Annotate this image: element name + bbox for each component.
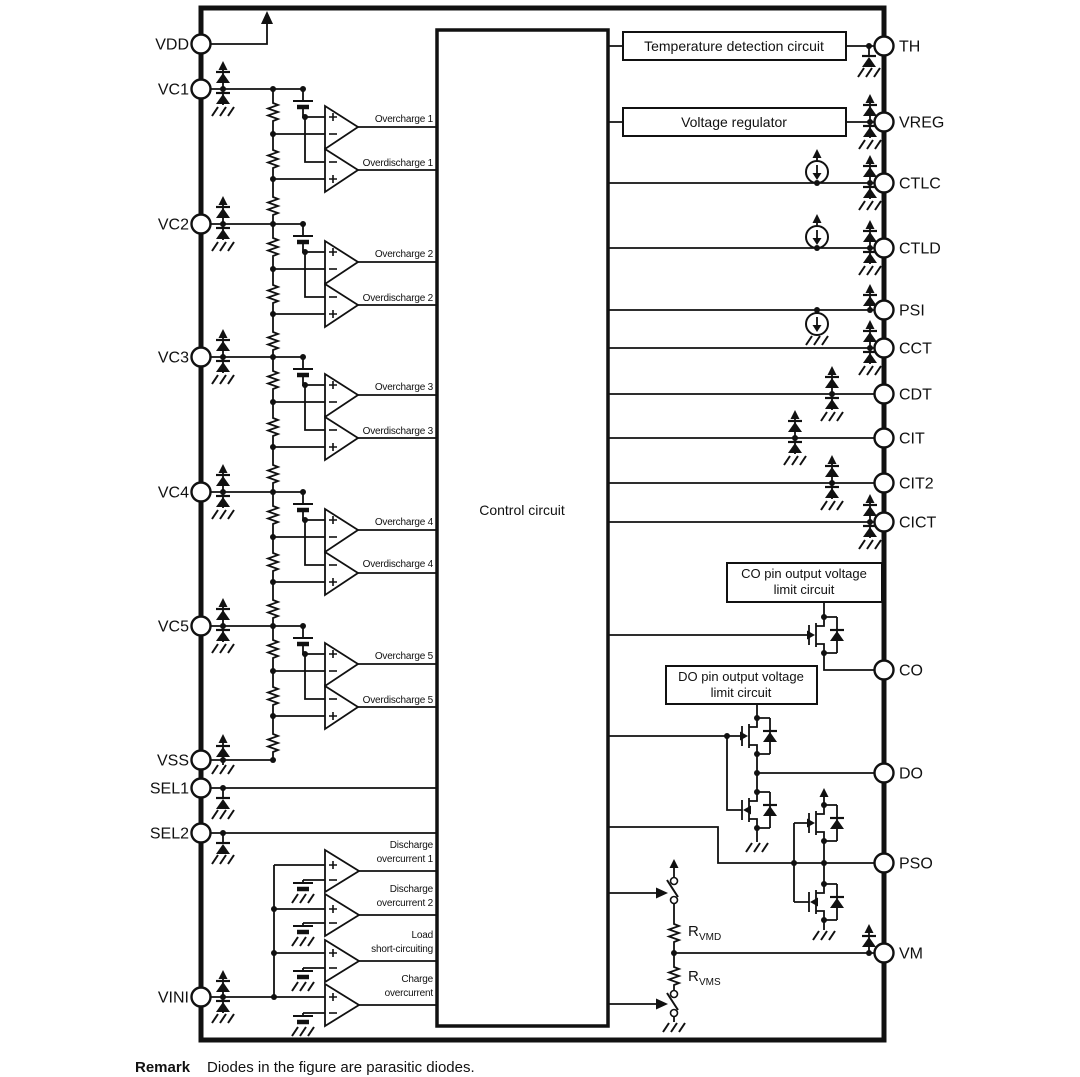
overcharge-3-label: Overcharge 3: [374, 382, 433, 393]
pin-vm: [875, 944, 924, 963]
pin-vm-label: VM: [899, 945, 923, 963]
pin-pso-label: PSO: [899, 855, 933, 873]
overdischarge-2-label: Overdischarge 2: [362, 293, 433, 304]
pin-vc4-label: VC4: [157, 484, 189, 502]
comparators: [325, 106, 434, 1026]
rvmd-label-sub: VMD: [699, 932, 722, 943]
pin-vc5: [158, 617, 211, 636]
rvmd-label: R: [688, 923, 699, 940]
do-output-wires: [608, 703, 884, 842]
pin-vss-label: VSS: [156, 752, 189, 770]
do-upper-mosfet: [740, 718, 777, 754]
switch-drive-arrow-icon: [656, 999, 668, 1010]
pin-vdd: [155, 35, 210, 54]
load-short-circuiting-label-line1: Load: [411, 930, 433, 941]
overcharge-4-label: Overcharge 4: [374, 517, 433, 528]
pin-th-label: TH: [899, 38, 921, 56]
pin-ctlc: [875, 174, 941, 193]
overcharge-1-comparator: [325, 106, 358, 149]
discharge-overcurrent-2-label-line1: Discharge: [389, 884, 433, 895]
overcharge-2-label: Overcharge 2: [374, 249, 433, 260]
pin-cict-label: CICT: [899, 514, 937, 532]
pin-psi-label: PSI: [899, 302, 925, 320]
overcharge-4-comparator: [325, 509, 358, 552]
temperature-detection-label: Temperature detection circuit: [644, 38, 824, 54]
remark-text: Diodes in the figure are parasitic diodes.: [207, 1059, 475, 1076]
pin-vdd-label: VDD: [155, 36, 189, 54]
discharge-overcurrent-1-comparator: [325, 850, 359, 892]
overcharge-5-label: Overcharge 5: [374, 651, 433, 662]
overdischarge-4-label: Overdischarge 4: [362, 559, 433, 570]
pin-vc5-label: VC5: [157, 618, 189, 636]
pin-cit: [875, 429, 926, 448]
overdischarge-1-comparator: [325, 149, 358, 192]
pso-lower-mosfet: [809, 884, 844, 920]
pin-vreg-label: VREG: [899, 114, 945, 132]
charge-overcurrent-comparator: [325, 984, 359, 1026]
overcharge-1-label: Overcharge 1: [374, 114, 433, 125]
overdischarge-3-comparator: [325, 417, 358, 460]
pin-ctld: [875, 239, 941, 258]
rvms-resistor: [669, 965, 679, 987]
co-limit-label-line2: limit circuit: [773, 582, 835, 597]
rvms-label-sub: VMS: [699, 977, 721, 988]
overdischarge-1-label: Overdischarge 1: [362, 158, 433, 169]
voltage-regulator-label: Voltage regulator: [681, 114, 787, 130]
pin-sel2-label: SEL2: [149, 825, 189, 843]
pin-cit-label: CIT: [899, 430, 925, 448]
do-limit-label-line1: DO pin output voltage: [678, 669, 804, 684]
pin-ctlc-label: CTLC: [899, 175, 941, 193]
control-circuit-label: Control circuit: [479, 502, 565, 518]
overcharge-3-comparator: [325, 374, 358, 417]
pin-ctld-label: CTLD: [899, 240, 941, 258]
pin-do-label: DO: [899, 765, 923, 783]
discharge-overcurrent-1-label-line2: overcurrent 1: [376, 854, 433, 865]
do-limit-label-line2: limit circuit: [710, 685, 772, 700]
pin-vc1: [158, 80, 211, 99]
co-output-mosfet: [807, 617, 844, 653]
overdischarge-5-comparator: [325, 686, 358, 729]
discharge-overcurrent-1-label-line1: Discharge: [389, 840, 433, 851]
discharge-overcurrent-2-label-line2: overcurrent 2: [376, 898, 433, 909]
pin-vini: [158, 988, 211, 1007]
rvms-label: R: [688, 968, 699, 985]
pin-th: [875, 37, 921, 56]
pin-cit2: [875, 474, 934, 493]
voltage-reference-icons: [293, 101, 313, 1022]
pin-vc3-label: VC3: [157, 349, 189, 367]
pin-sel1-label: SEL1: [149, 780, 189, 798]
pin-cict: [875, 513, 937, 532]
pin-cdt-label: CDT: [899, 386, 932, 404]
vm-divider-wires: [608, 868, 884, 1022]
pin-cdt: [875, 385, 933, 404]
divider-taps: [273, 134, 325, 716]
pin-vini-label: VINI: [157, 989, 189, 1007]
pin-cct: [875, 339, 933, 358]
pin-vss: [157, 751, 211, 770]
pin-pso: [875, 854, 933, 873]
pin-sel2: [150, 824, 211, 843]
pin-co: [875, 661, 924, 680]
pin-sel1: [150, 779, 211, 798]
mosfets: [740, 617, 844, 920]
overdischarge-5-label: Overdischarge 5: [362, 695, 433, 706]
pin-vc2-label: VC2: [157, 216, 189, 234]
vref-nets: [303, 89, 325, 699]
pin-cit2-label: CIT2: [899, 475, 934, 493]
overdischarge-2-comparator: [325, 284, 358, 327]
pin-vreg: [875, 113, 945, 132]
discharge-overcurrent-2-comparator: [325, 894, 359, 936]
overdischarge-3-label: Overdischarge 3: [362, 426, 433, 437]
overcharge-2-comparator: [325, 241, 358, 284]
overcharge-5-comparator: [325, 643, 358, 686]
pin-co-label: CO: [899, 662, 923, 680]
co-output-wires: [608, 602, 884, 670]
charge-overcurrent-label-line2: overcurrent: [384, 988, 433, 999]
pin-cct-label: CCT: [899, 340, 932, 358]
vdd-arrow-icon: [261, 11, 273, 24]
pin-do: [875, 764, 924, 783]
pin-vc3: [158, 348, 211, 367]
rvmd-resistor: [669, 922, 679, 944]
do-lower-mosfet: [742, 792, 777, 828]
control-circuit-block: [437, 30, 608, 1026]
pso-upper-mosfet: [807, 805, 844, 841]
pin-vc1-label: VC1: [157, 81, 189, 99]
charge-overcurrent-label-line1: Charge: [401, 974, 433, 985]
co-limit-label-line1: CO pin output voltage: [741, 566, 867, 581]
pin-vc4: [158, 483, 211, 502]
overdischarge-4-comparator: [325, 552, 358, 595]
load-short-circuiting-label-line2: short-circuiting: [371, 944, 433, 955]
resistor-labels: [688, 923, 721, 988]
load-short-circuiting-comparator: [325, 940, 359, 982]
pin-psi: [875, 301, 925, 320]
remark-label: Remark: [135, 1059, 191, 1076]
pin-vc2: [158, 215, 211, 234]
switch-drive-arrow-icon: [656, 888, 668, 899]
remark: [135, 1059, 475, 1076]
